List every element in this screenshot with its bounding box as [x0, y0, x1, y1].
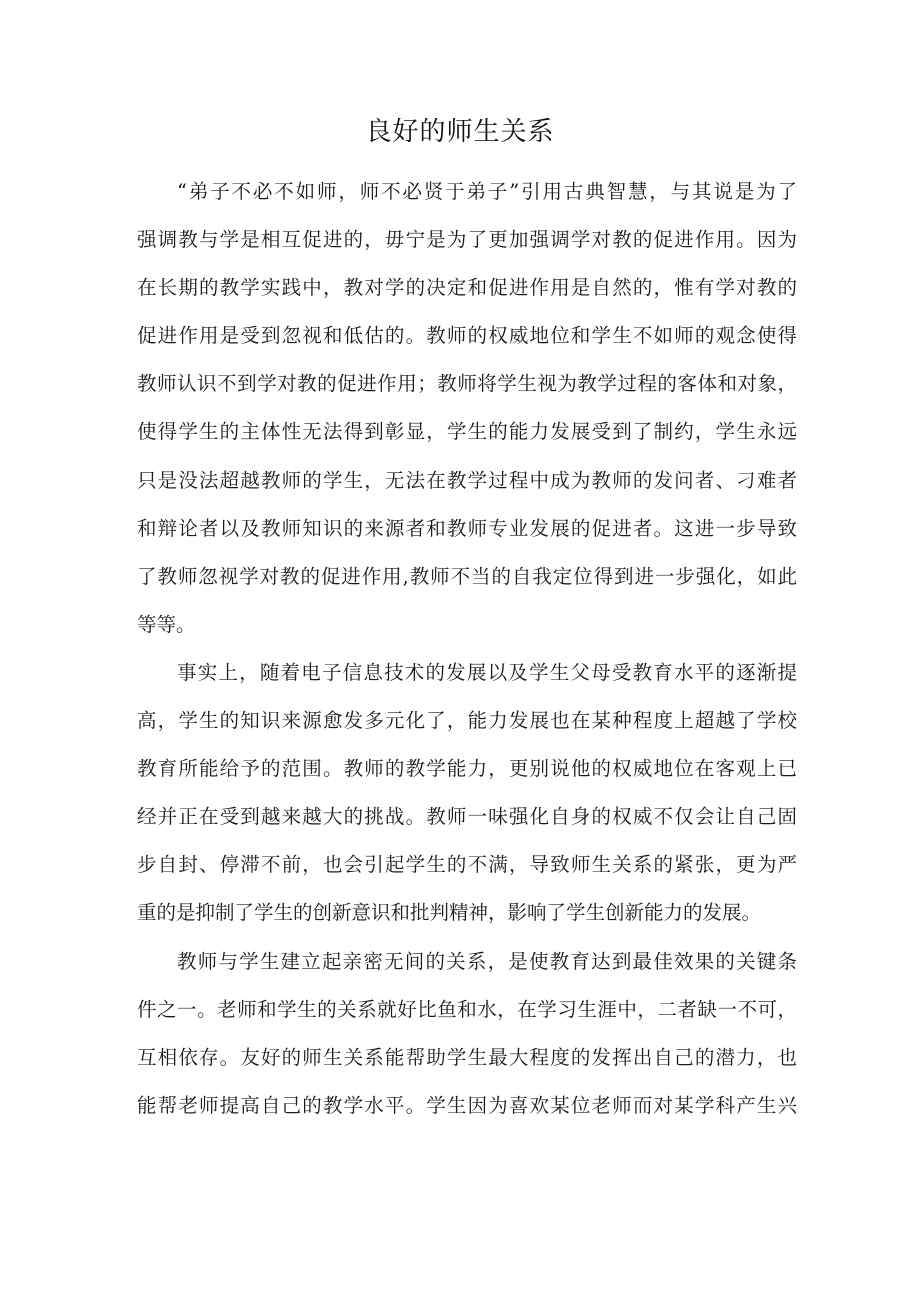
paragraph-3	[137, 938, 797, 1130]
text-line: 步自封、停滞不前，也会引起学生的不满，导致师生关系的紧张，更为严	[137, 853, 797, 877]
text-line: 重的是抑制了学生的创新意识和批判精神，影响了学生创新能力的发展。	[137, 901, 762, 925]
document-body	[137, 168, 797, 1130]
text-line: 教师认识不到学对教的促进作用；教师将学生视为教学过程的客体和对象，	[137, 372, 797, 396]
text-line: 等等。	[137, 612, 196, 636]
text-line: 事实上，随着电子信息技术的发展以及学生父母受教育水平的逐渐提	[177, 660, 797, 684]
text-line: 和辩论者以及教师知识的来源者和教师专业发展的促进者。这进一步导致	[137, 516, 797, 540]
text-line: 强调教与学是相互促进的，毋宁是为了更加强调学对教的促进作用。因为	[137, 228, 797, 252]
text-line: 能帮老师提高自己的教学水平。学生因为喜欢某位老师而对某学科产生兴	[137, 1093, 797, 1117]
text-line: 教育所能给予的范围。教师的教学能力，更别说他的权威地位在客观上已	[137, 757, 797, 781]
text-line: 经并正在受到越来越大的挑战。教师一味强化自身的权威不仅会让自己固	[137, 805, 797, 829]
text-line: 件之一。老师和学生的关系就好比鱼和水，在学习生涯中，二者缺一不可，	[137, 997, 797, 1021]
text-line: “弟子不必不如师，师不必贤于弟子”引用古典智慧，与其说是为了	[177, 180, 797, 203]
text-line: 使得学生的主体性无法得到彰显，学生的能力发展受到了制约，学生永远	[137, 420, 797, 444]
text-line: 了教师忽视学对教的促进作用,教师不当的自我定位得到进一步强化，如此	[137, 564, 797, 588]
text-line: 在长期的教学实践中，教对学的决定和促进作用是自然的，惟有学对教的	[137, 276, 797, 300]
text-line: 互相依存。友好的师生关系能帮助学生最大程度的发挥出自己的潜力，也	[137, 1045, 797, 1069]
paragraph-1	[137, 168, 797, 649]
paragraph-2	[137, 649, 797, 938]
text-line: 高，学生的知识来源愈发多元化了，能力发展也在某种程度上超越了学校	[137, 709, 797, 733]
text-line: 教师与学生建立起亲密无间的关系，是使教育达到最佳效果的关键条	[177, 949, 797, 973]
text-line: 只是没法超越教师的学生，无法在教学过程中成为教师的发问者、刁难者	[137, 468, 797, 492]
text-line: 促进作用是受到忽视和低估的。教师的权威地位和学生不如师的观念使得	[137, 324, 797, 348]
document-title: 良好的师生关系	[365, 117, 555, 147]
